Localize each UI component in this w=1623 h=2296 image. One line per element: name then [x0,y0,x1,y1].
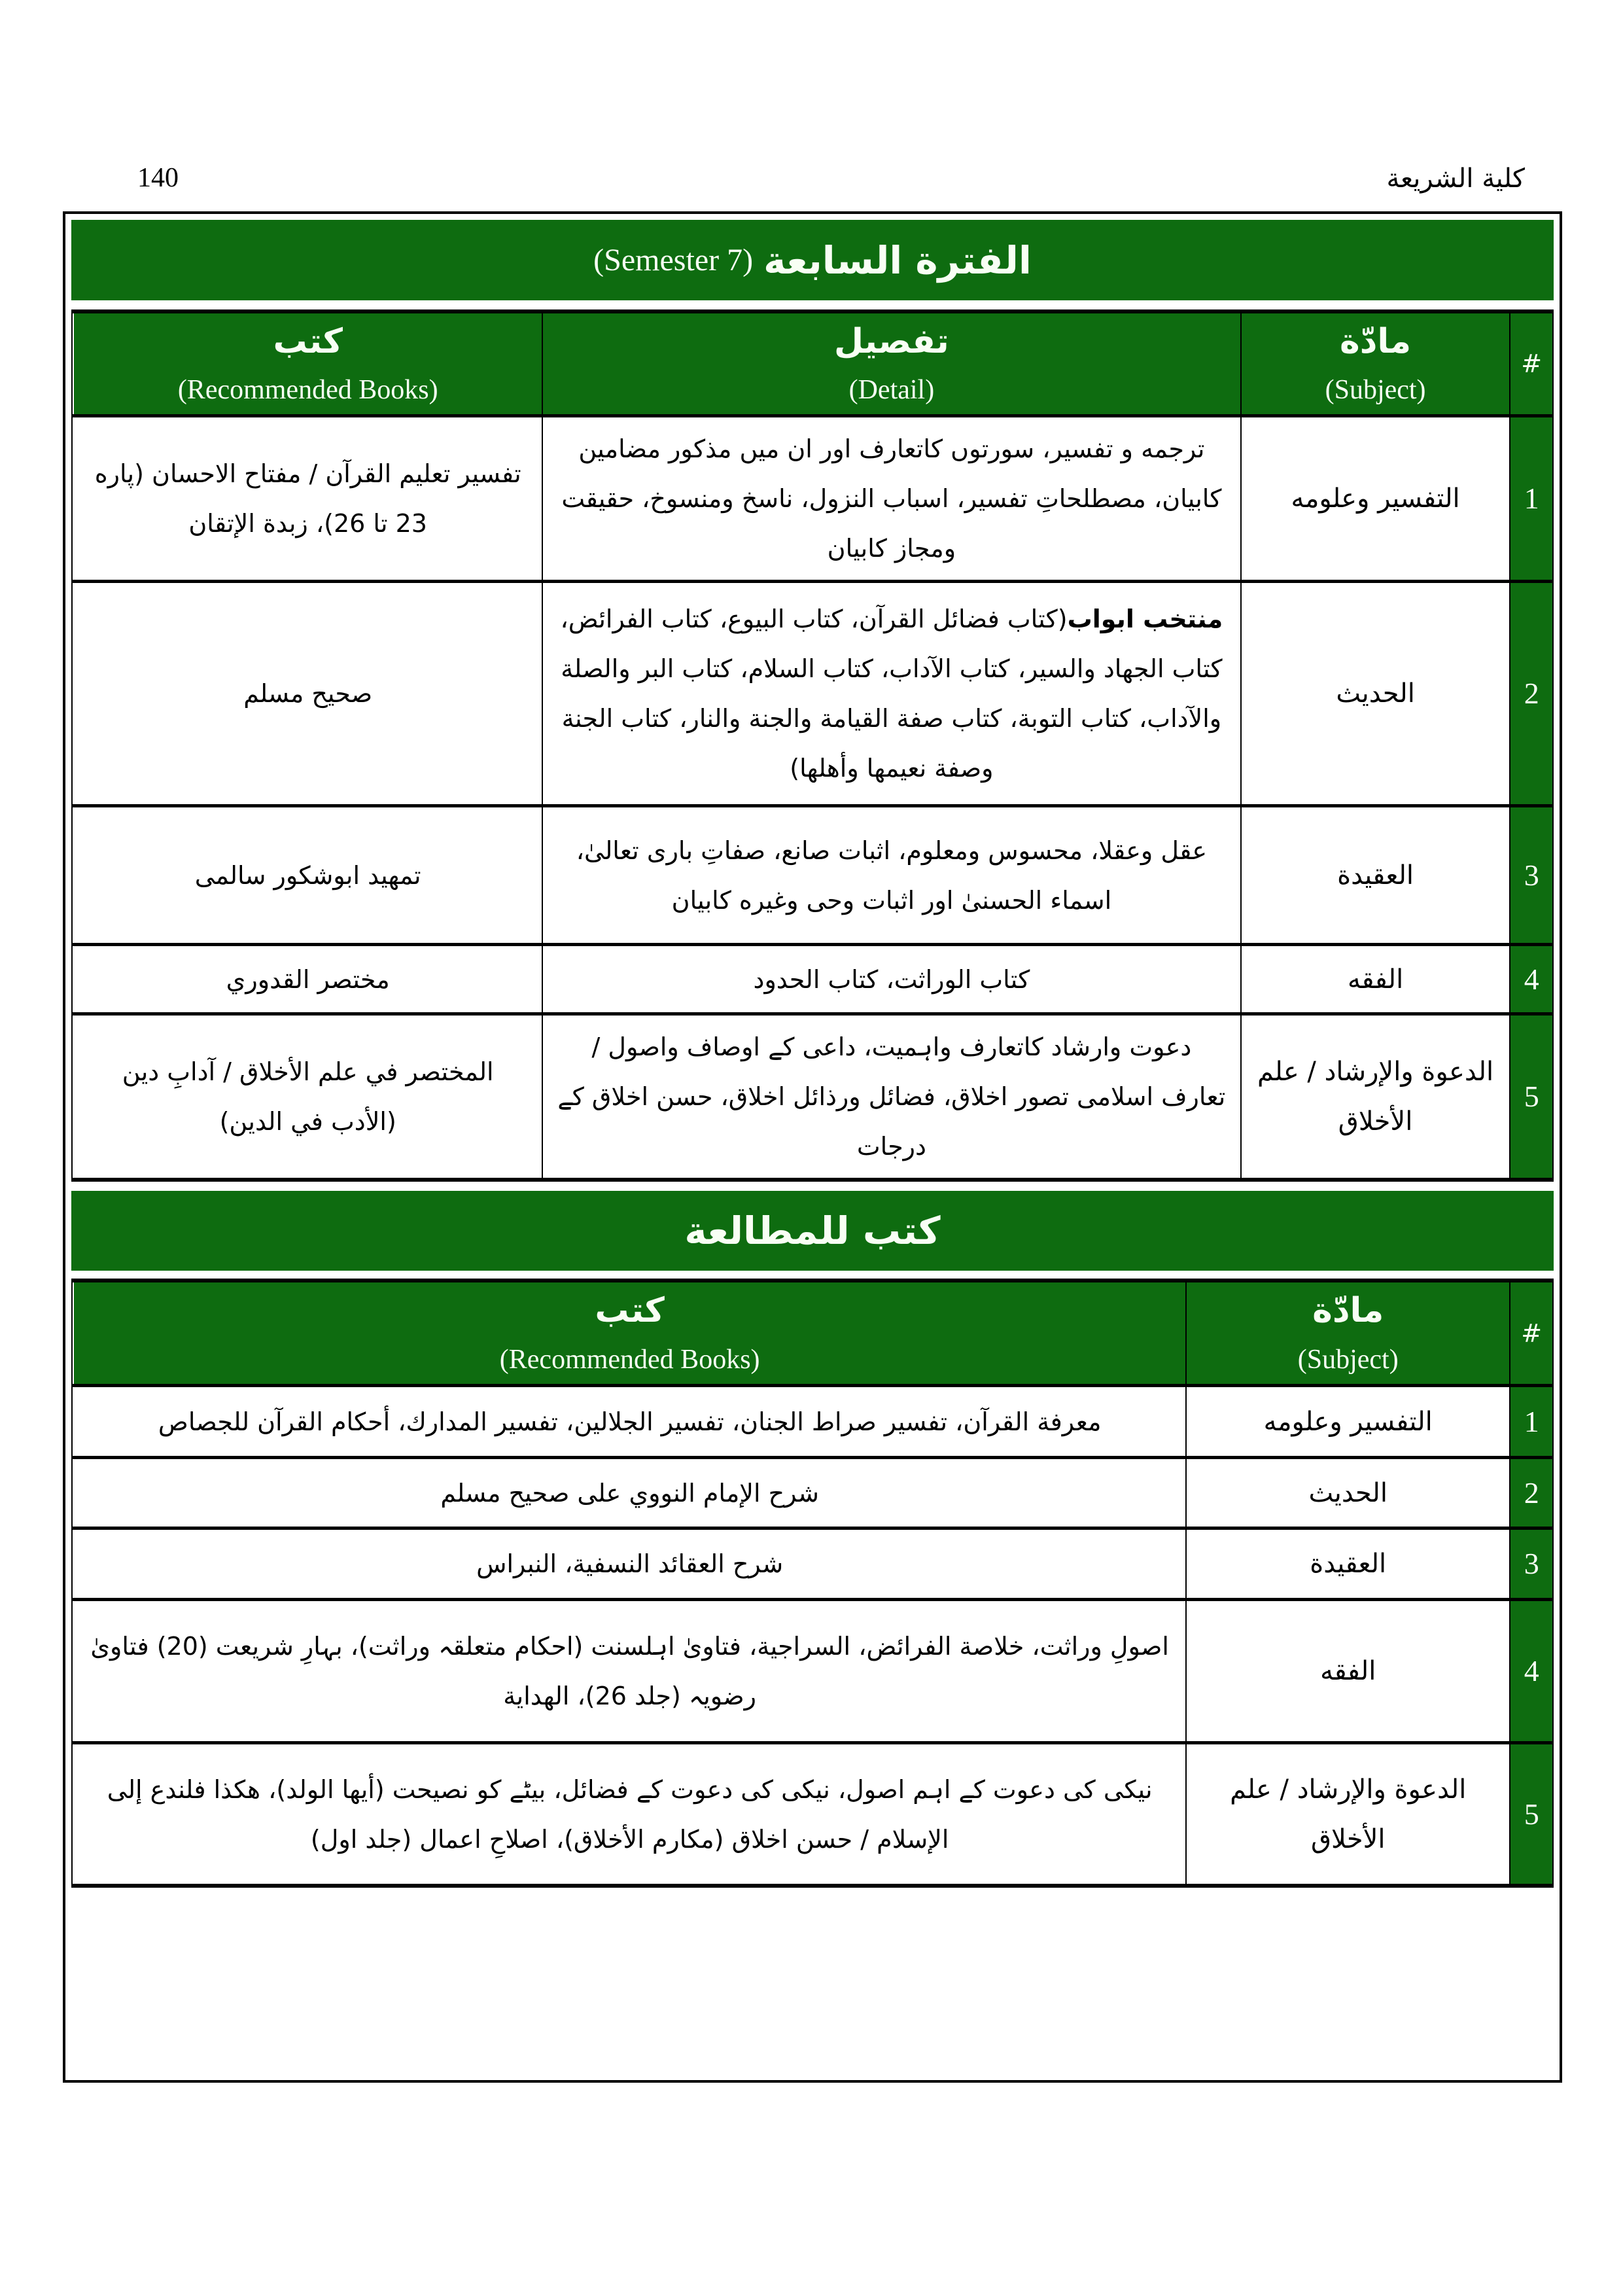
subject-cell: الحديث [1185,1459,1509,1527]
row-number: 1 [1509,417,1552,580]
col-header-detail [542,313,1240,414]
detail-rest: (كتاب فضائل القرآن، كتاب البيوع، كتاب الفرائض، كتاب الجهاد والسير، كتاب الآداب، كتاب السلام، كتاب البر والصلة والآداب، كتاب التوبة، كتاب صفة القيامة والجنة والنار، كتاب الجنة وصفة نعيمها وأهلها) [560,605,1223,783]
books-cell: شرح الإمام النووي على صحيح مسلم [440,1478,819,1508]
detail-cell: كتاب الوراثت، كتاب الحدود [542,946,1240,1012]
subject-cell: الدعوة والإرشاد / علم الأخلاق [1240,1016,1510,1178]
content-frame [63,211,1562,2083]
page-number: 140 [137,163,179,193]
col-header-subject [1185,1282,1509,1384]
reading-table-header-row [73,1282,1552,1387]
table-row [73,1459,1552,1530]
subject-cell: التفسير وعلومه [1185,1387,1509,1456]
books-cell: معرفة القرآن، تفسير صراط الجنان، تفسير الجلالين، تفسير المدارك، أحكام القرآن للجصاص [158,1407,1102,1436]
col-header-subject [1240,313,1510,414]
row-number: 5 [1509,1016,1552,1178]
table-row [73,807,1552,946]
col-header-subject-en: (Subject) [1297,1344,1399,1375]
semester-table [71,309,1554,1182]
subject-cell: الحديث [1240,583,1510,804]
col-header-books-en: (Recommended Books) [177,375,438,405]
table-row [73,1601,1552,1744]
table-row [73,1744,1552,1884]
col-header-books-ar: كتب [595,1291,665,1331]
table-row [73,417,1552,583]
row-number: 2 [1509,1459,1552,1527]
detail-cell: ترجمه و تفسير، سورتوں كاتعارف اور ان ميں مذكور مضامين كابيان، مصطلحاتِ تفسير، اسباب النزول، ناسخ ومنسوخ، حقيقت ومجاز كابيان [542,417,1240,580]
col-header-subject-ar: مادّة [1312,1291,1384,1331]
col-header-number: # [1509,1282,1552,1384]
col-header-subject-en: (Subject) [1325,375,1426,405]
row-number: 2 [1509,583,1552,804]
col-header-detail-ar: تفصيل [833,321,949,361]
table-row [73,1387,1552,1459]
col-header-books-en: (Recommended Books) [499,1344,760,1375]
semester-banner-title-ar: الفترة السابعة [763,238,1032,283]
row-number: 4 [1509,946,1552,1012]
row-number: 1 [1509,1387,1552,1456]
subject-cell: العقيدة [1185,1530,1509,1598]
row-number: 4 [1509,1601,1552,1741]
books-cell: اصولِ وراثت، خلاصة الفرائض، السراجية، فتاوىٰ اہلسنت (احكام متعلقہ وراثت)، بہارِ شريعت (20) فتاوىٰ رضويہ (جلد 26)، الهداية [90,1632,1169,1710]
semester-banner-title-en: (Semester 7) [593,243,754,277]
books-cell: المختصر في علم الأخلاق / آدابِ دين (الأدب في الدين) [122,1057,494,1136]
page-header [137,162,1525,194]
semester-banner [71,220,1554,300]
col-header-books [74,313,542,414]
detail-lead: منتخب ابواب [1067,605,1223,633]
books-cell: تمهيد ابوشكور سالمى [194,860,421,890]
semester-table-header-row [73,313,1552,417]
table-row [73,1530,1552,1601]
col-header-number: # [1509,313,1552,414]
books-cell: شرح العقائد النسفية، النبراس [476,1549,784,1578]
table-row [73,583,1552,807]
reading-table [71,1279,1554,1888]
books-cell: مختصر القدوري [226,964,390,994]
books-cell: نيكى كى دعوت كے اہم اصول، نيكى كى دعوت كے فضائل، بيٹے كو نصيحت (أيها الولد)، هكذا فلندع إلى الإسلام / حسن اخلاق (مكارم الأخلاق)، اصلاحِ اعمال (جلد اول) [107,1775,1153,1854]
detail-cell: دعوت وارشاد كاتعارف واہميت، داعى كے اوصاف واصول / تعارف اسلامى تصور اخلاق، فضائل ورذائل اخلاق، حسن اخلاق كے درجات [542,1016,1240,1178]
table-row [73,946,1552,1016]
detail-cell [542,583,1240,804]
subject-cell: العقيدة [1240,807,1510,943]
reading-banner-title: كتب للمطالعة [684,1209,941,1253]
col-header-books-ar: كتب [273,321,343,361]
col-header-books [74,1282,1185,1384]
col-header-detail-en: (Detail) [848,375,935,405]
col-header-subject-ar: مادّة [1340,321,1412,361]
detail-cell: عقل وعقلا، محسوس ومعلوم، اثبات صانع، صفاتِ بارى تعالىٰ، اسماء الحسنىٰ اور اثبات وحى وغيره كابيان [542,807,1240,943]
subject-cell: التفسير وعلومه [1240,417,1510,580]
books-cell: صحيح مسلم [243,679,373,708]
subject-cell: الفقه [1185,1601,1509,1741]
row-number: 3 [1509,1530,1552,1598]
row-number: 3 [1509,807,1552,943]
subject-cell: الدعوة والإرشاد / علم الأخلاق [1185,1744,1509,1884]
table-row [73,1016,1552,1178]
books-cell: تفسير تعليم القرآن / مفتاح الاحسان (پاره 23 تا 26)، زبدة الإتقان [94,459,521,538]
row-number: 5 [1509,1744,1552,1884]
faculty-title: كلية الشريعة [1386,164,1525,194]
subject-cell: الفقه [1240,946,1510,1012]
reading-banner [71,1191,1554,1271]
